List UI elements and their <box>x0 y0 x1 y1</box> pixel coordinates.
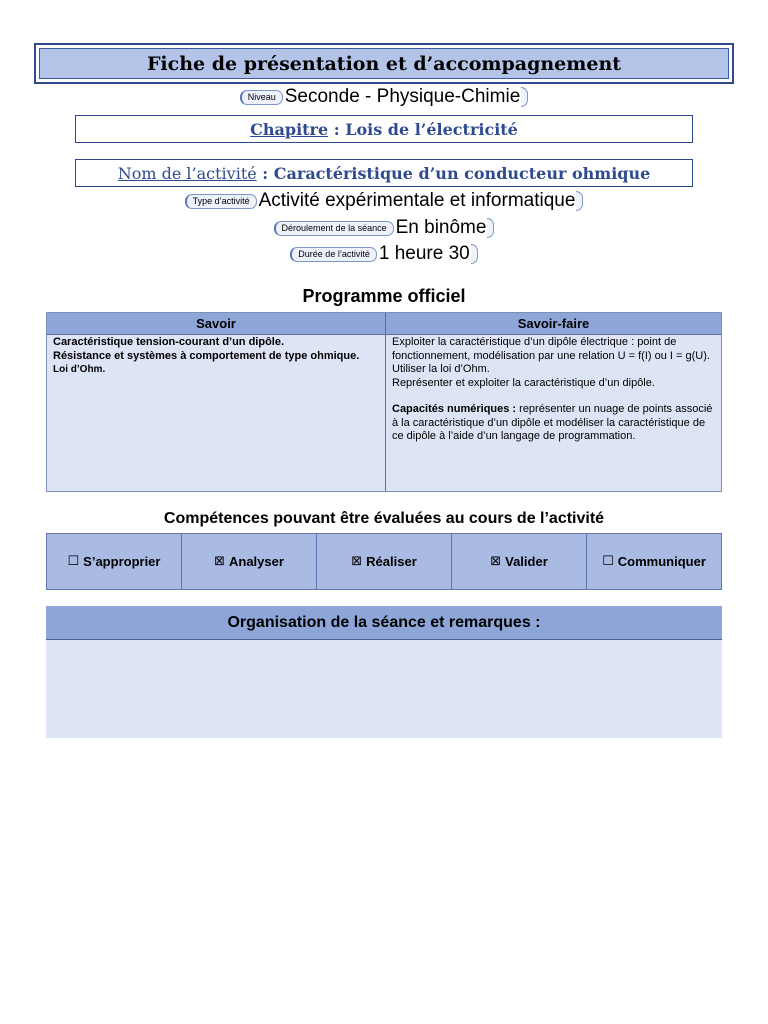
activite-box <box>75 159 693 187</box>
chapitre-label: Chapitre <box>250 119 329 139</box>
competence-realiser[interactable] <box>317 534 452 589</box>
savoir-line: Loi d’Ohm. <box>53 364 106 375</box>
savoir-faire-line: Représenter et exploiter la caractéristique d’un dipôle. <box>392 376 655 389</box>
activite-sep: : <box>256 163 274 183</box>
checkbox-unchecked-icon: ☐ <box>67 554 80 569</box>
savoir-faire-line: Exploiter la caractéristique d’un dipôle électrique : point de fonctionnement, modélisation par une relation U = f(I) ou I = g(U). <box>392 336 710 362</box>
deroulement-bracket <box>487 218 494 238</box>
competences-row <box>46 533 722 590</box>
checkbox-checked-icon: ⊠ <box>490 554 502 569</box>
spacer <box>392 390 715 403</box>
chapitre-box <box>75 115 693 143</box>
type-activite-row <box>0 190 768 212</box>
savoir-faire-cell <box>386 335 721 491</box>
competence-communiquer[interactable] <box>587 534 721 589</box>
savoir-line: Résistance et systèmes à comportement de type ohmique. <box>53 349 360 362</box>
chapitre-value: Lois de l’électricité <box>345 119 518 139</box>
checkbox-checked-icon: ⊠ <box>351 554 363 569</box>
programme-table <box>46 312 722 492</box>
activite-value: Caractéristique d’un conducteur ohmique <box>273 163 651 183</box>
competence-label: S’approprier <box>83 554 161 569</box>
type-activite-bracket <box>576 191 583 211</box>
col-savoir-header: Savoir <box>47 313 385 335</box>
title-frame <box>34 43 734 84</box>
checkbox-unchecked-icon: ☐ <box>602 554 614 569</box>
savoir-cell <box>47 335 397 491</box>
deroulement-row <box>0 217 768 239</box>
niveau-row <box>0 86 768 108</box>
organisation-heading: Organisation de la séance et remarques : <box>46 606 722 640</box>
competence-label: Analyser <box>228 554 284 569</box>
savoir-line: Caractéristique tension-courant d’un dipôle. <box>53 336 285 348</box>
duree-label: Durée de l’activité <box>290 247 377 262</box>
capacites-text: représenter un nuage de points associé à la caractéristique d’un dipôle et modéliser la caractéristique de ce dipôle à l’aide d’un langage de programmation. <box>392 403 713 442</box>
competence-label: Communiquer <box>617 554 706 569</box>
organisation-content[interactable] <box>46 640 722 738</box>
niveau-value: Seconde - Physique-Chimie <box>284 86 521 107</box>
checkbox-checked-icon: ⊠ <box>214 554 225 569</box>
deroulement-value: En binôme <box>395 217 487 238</box>
competence-analyser[interactable] <box>182 534 317 589</box>
page-title: Fiche de présentation et d’accompagnement <box>39 48 729 79</box>
competence-sapproprier[interactable] <box>47 534 182 589</box>
duree-bracket <box>471 244 478 264</box>
competence-label: Réaliser <box>366 554 417 569</box>
competences-heading: Compétences pouvant être évaluées au cours de l’activité <box>163 510 605 527</box>
competence-valider[interactable] <box>452 534 587 589</box>
savoir-faire-line: Utiliser la loi d’Ohm. <box>392 363 490 375</box>
organisation-box <box>46 606 722 738</box>
col-savoir-faire-header: Savoir-faire <box>386 313 721 335</box>
competence-label: Valider <box>505 554 548 569</box>
capacites-label: Capacités numériques : <box>392 403 517 415</box>
chapitre-sep: : <box>328 119 346 139</box>
capacites-numeriques <box>392 403 715 444</box>
niveau-bracket <box>521 87 528 107</box>
programme-heading: Programme officiel <box>302 286 466 306</box>
activite-label: Nom de l’activité <box>117 163 257 183</box>
duree-row <box>0 243 768 265</box>
duree-value: 1 heure 30 <box>378 243 470 264</box>
deroulement-label: Déroulement de la séance <box>274 221 394 236</box>
type-activite-label: Type d’activité <box>185 194 257 209</box>
niveau-label: Niveau <box>240 90 283 105</box>
type-activite-value: Activité expérimentale et informatique <box>258 190 576 211</box>
